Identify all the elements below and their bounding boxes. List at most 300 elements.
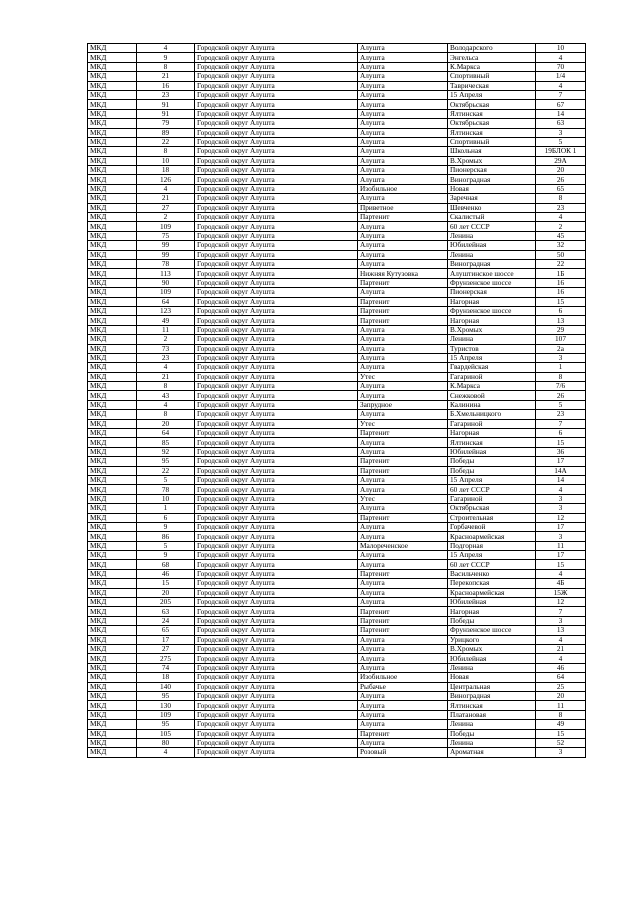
building-type-cell: МКД: [88, 748, 137, 757]
locality-cell: Алушта: [358, 485, 448, 494]
building-type-cell: МКД: [88, 485, 137, 494]
table-row: [88, 475, 586, 484]
table-row: [88, 213, 586, 222]
locality-cell: Партенит: [358, 569, 448, 578]
house-number-cell: 23: [536, 410, 586, 419]
table-row: [88, 288, 586, 297]
table-row: [88, 372, 586, 381]
number-cell: 2: [137, 213, 195, 222]
house-number-cell: 1Б: [536, 269, 586, 278]
building-type-cell: МКД: [88, 616, 137, 625]
house-number-cell: 15: [536, 438, 586, 447]
district-cell: Городской округ Алушта: [195, 222, 358, 231]
district-cell: Городской округ Алушта: [195, 288, 358, 297]
district-cell: Городской округ Алушта: [195, 645, 358, 654]
house-number-cell: 70: [536, 62, 586, 71]
table-row: [88, 635, 586, 644]
table-row: [88, 62, 586, 71]
street-cell: Центральная: [448, 682, 536, 691]
locality-cell: Алушта: [358, 259, 448, 268]
street-cell: Фрунзенское шоссе: [448, 278, 536, 287]
house-number-cell: 3: [536, 616, 586, 625]
building-type-cell: МКД: [88, 607, 137, 616]
district-cell: Городской округ Алушта: [195, 269, 358, 278]
street-cell: Таврическая: [448, 81, 536, 90]
building-type-cell: МКД: [88, 203, 137, 212]
number-cell: 4: [137, 748, 195, 757]
number-cell: 126: [137, 175, 195, 184]
locality-cell: Алушта: [358, 720, 448, 729]
locality-cell: Алушта: [358, 81, 448, 90]
number-cell: 49: [137, 316, 195, 325]
table-row: [88, 485, 586, 494]
house-number-cell: 15: [536, 297, 586, 306]
table-row: [88, 682, 586, 691]
locality-cell: Алушта: [358, 410, 448, 419]
locality-cell: Алушта: [358, 241, 448, 250]
locality-cell: Алушта: [358, 100, 448, 109]
street-cell: Ялтинская: [448, 128, 536, 137]
table-row: [88, 194, 586, 203]
number-cell: 86: [137, 532, 195, 541]
number-cell: 2: [137, 335, 195, 344]
building-type-cell: МКД: [88, 297, 137, 306]
street-cell: Гагариной: [448, 419, 536, 428]
number-cell: 22: [137, 466, 195, 475]
building-type-cell: МКД: [88, 222, 137, 231]
district-cell: Городской округ Алушта: [195, 241, 358, 250]
table-row: [88, 494, 586, 503]
district-cell: Городской округ Алушта: [195, 738, 358, 747]
district-cell: Городской округ Алушта: [195, 616, 358, 625]
building-type-cell: МКД: [88, 522, 137, 531]
district-cell: Городской округ Алушта: [195, 626, 358, 635]
locality-cell: Партенит: [358, 729, 448, 738]
district-cell: Городской округ Алушта: [195, 231, 358, 240]
house-number-cell: 14: [536, 109, 586, 118]
building-type-cell: МКД: [88, 729, 137, 738]
house-number-cell: 1: [536, 363, 586, 372]
building-type-cell: МКД: [88, 269, 137, 278]
locality-cell: Партенит: [358, 626, 448, 635]
building-type-cell: МКД: [88, 598, 137, 607]
number-cell: 73: [137, 344, 195, 353]
house-number-cell: 6: [536, 429, 586, 438]
locality-cell: Нижняя Кутузовка: [358, 269, 448, 278]
building-type-cell: МКД: [88, 447, 137, 456]
district-cell: Городской округ Алушта: [195, 53, 358, 62]
house-number-cell: 25: [536, 682, 586, 691]
district-cell: Городской округ Алушта: [195, 457, 358, 466]
house-number-cell: 4Б: [536, 579, 586, 588]
house-number-cell: 11: [536, 701, 586, 710]
house-number-cell: 23: [536, 203, 586, 212]
building-type-cell: МКД: [88, 147, 137, 156]
building-type-cell: МКД: [88, 184, 137, 193]
locality-cell: Алушта: [358, 588, 448, 597]
locality-cell: Алушта: [358, 222, 448, 231]
locality-cell: Алушта: [358, 447, 448, 456]
district-cell: Городской округ Алушта: [195, 119, 358, 128]
house-number-cell: 3: [536, 494, 586, 503]
district-cell: Городской округ Алушта: [195, 184, 358, 193]
number-cell: 8: [137, 147, 195, 156]
locality-cell: Алушта: [358, 344, 448, 353]
table-row: [88, 297, 586, 306]
table-row: [88, 738, 586, 747]
house-number-cell: 7: [536, 419, 586, 428]
locality-cell: Утес: [358, 419, 448, 428]
district-cell: Городской округ Алушта: [195, 44, 358, 53]
district-cell: Городской округ Алушта: [195, 729, 358, 738]
locality-cell: Алушта: [358, 475, 448, 484]
number-cell: 140: [137, 682, 195, 691]
street-cell: Октябрьская: [448, 504, 536, 513]
house-number-cell: 32: [536, 241, 586, 250]
building-type-cell: МКД: [88, 372, 137, 381]
street-cell: Красноармейская: [448, 588, 536, 597]
building-type-cell: МКД: [88, 325, 137, 334]
district-cell: Городской округ Алушта: [195, 306, 358, 315]
locality-cell: Алушта: [358, 701, 448, 710]
locality-cell: Утес: [358, 372, 448, 381]
district-cell: Городской округ Алушта: [195, 466, 358, 475]
number-cell: 275: [137, 654, 195, 663]
building-type-cell: МКД: [88, 353, 137, 362]
number-cell: 21: [137, 194, 195, 203]
locality-cell: Алушта: [358, 645, 448, 654]
building-type-cell: МКД: [88, 673, 137, 682]
table-row: [88, 391, 586, 400]
table-row: [88, 306, 586, 315]
locality-cell: Партенит: [358, 213, 448, 222]
locality-cell: Алушта: [358, 635, 448, 644]
house-number-cell: 5: [536, 137, 586, 146]
district-cell: Городской округ Алушта: [195, 560, 358, 569]
street-cell: Спортивный: [448, 137, 536, 146]
house-number-cell: 13: [536, 626, 586, 635]
house-number-cell: 64: [536, 673, 586, 682]
street-cell: Виноградная: [448, 175, 536, 184]
table-row: [88, 701, 586, 710]
building-type-cell: МКД: [88, 288, 137, 297]
table-body: [88, 44, 586, 758]
street-cell: Васильченко: [448, 569, 536, 578]
house-number-cell: 36: [536, 447, 586, 456]
street-cell: 60 лет СССР: [448, 560, 536, 569]
table-row: [88, 156, 586, 165]
district-cell: Городской округ Алушта: [195, 438, 358, 447]
district-cell: Городской округ Алушта: [195, 588, 358, 597]
number-cell: 23: [137, 353, 195, 362]
district-cell: Городской округ Алушта: [195, 166, 358, 175]
district-cell: Городской округ Алушта: [195, 100, 358, 109]
table-row: [88, 325, 586, 334]
table-row: [88, 109, 586, 118]
building-type-cell: МКД: [88, 44, 137, 53]
house-number-cell: 3: [536, 532, 586, 541]
street-cell: Заречная: [448, 194, 536, 203]
housing-table: [87, 43, 586, 758]
table-row: [88, 382, 586, 391]
number-cell: 22: [137, 137, 195, 146]
table-row: [88, 447, 586, 456]
number-cell: 64: [137, 297, 195, 306]
house-number-cell: 7/6: [536, 382, 586, 391]
locality-cell: Алушта: [358, 382, 448, 391]
house-number-cell: 12: [536, 513, 586, 522]
building-type-cell: МКД: [88, 513, 137, 522]
building-type-cell: МКД: [88, 175, 137, 184]
number-cell: 27: [137, 203, 195, 212]
locality-cell: Алушта: [358, 231, 448, 240]
table-row: [88, 363, 586, 372]
street-cell: Победы: [448, 466, 536, 475]
building-type-cell: МКД: [88, 391, 137, 400]
district-cell: Городской округ Алушта: [195, 372, 358, 381]
building-type-cell: МКД: [88, 53, 137, 62]
street-cell: 15 Апреля: [448, 475, 536, 484]
house-number-cell: 16: [536, 288, 586, 297]
locality-cell: Партенит: [358, 306, 448, 315]
house-number-cell: 29: [536, 325, 586, 334]
street-cell: Ленина: [448, 720, 536, 729]
number-cell: 21: [137, 372, 195, 381]
table-row: [88, 457, 586, 466]
table-row: [88, 250, 586, 259]
number-cell: 79: [137, 119, 195, 128]
house-number-cell: 8: [536, 372, 586, 381]
building-type-cell: МКД: [88, 363, 137, 372]
locality-cell: Алушта: [358, 325, 448, 334]
building-type-cell: МКД: [88, 109, 137, 118]
number-cell: 99: [137, 250, 195, 259]
number-cell: 46: [137, 569, 195, 578]
district-cell: Городской округ Алушта: [195, 213, 358, 222]
building-type-cell: МКД: [88, 494, 137, 503]
table-row: [88, 748, 586, 757]
table-row: [88, 147, 586, 156]
locality-cell: Алушта: [358, 579, 448, 588]
district-cell: Городской округ Алушта: [195, 513, 358, 522]
house-number-cell: 10: [536, 44, 586, 53]
locality-cell: Партенит: [358, 429, 448, 438]
number-cell: 89: [137, 128, 195, 137]
locality-cell: Алушта: [358, 738, 448, 747]
table-row: [88, 532, 586, 541]
district-cell: Городской округ Алушта: [195, 691, 358, 700]
house-number-cell: 14А: [536, 466, 586, 475]
building-type-cell: МКД: [88, 579, 137, 588]
street-cell: 15 Апреля: [448, 551, 536, 560]
table-row: [88, 663, 586, 672]
street-cell: Ленина: [448, 738, 536, 747]
number-cell: 16: [137, 81, 195, 90]
building-type-cell: МКД: [88, 438, 137, 447]
street-cell: Строительная: [448, 513, 536, 522]
locality-cell: Приветное: [358, 203, 448, 212]
street-cell: Победы: [448, 616, 536, 625]
street-cell: Ленина: [448, 663, 536, 672]
district-cell: Городской округ Алушта: [195, 316, 358, 325]
house-number-cell: 4: [536, 81, 586, 90]
house-number-cell: 4: [536, 485, 586, 494]
table-row: [88, 100, 586, 109]
locality-cell: Партенит: [358, 607, 448, 616]
building-type-cell: МКД: [88, 720, 137, 729]
street-cell: Ялтинская: [448, 701, 536, 710]
table-row: [88, 607, 586, 616]
house-number-cell: 4: [536, 53, 586, 62]
street-cell: Новая: [448, 673, 536, 682]
street-cell: Калинина: [448, 400, 536, 409]
number-cell: 20: [137, 419, 195, 428]
number-cell: 65: [137, 626, 195, 635]
number-cell: 63: [137, 607, 195, 616]
district-cell: Городской округ Алушта: [195, 429, 358, 438]
house-number-cell: 29А: [536, 156, 586, 165]
district-cell: Городской округ Алушта: [195, 353, 358, 362]
house-number-cell: 4: [536, 635, 586, 644]
table-row: [88, 579, 586, 588]
table-row: [88, 90, 586, 99]
street-cell: Гагариной: [448, 494, 536, 503]
street-cell: В.Хромых: [448, 156, 536, 165]
locality-cell: Алушта: [358, 147, 448, 156]
building-type-cell: МКД: [88, 569, 137, 578]
number-cell: 80: [137, 738, 195, 747]
street-cell: К.Маркса: [448, 382, 536, 391]
number-cell: 15: [137, 579, 195, 588]
house-number-cell: 20: [536, 166, 586, 175]
street-cell: Фрунзенское шоссе: [448, 626, 536, 635]
table-row: [88, 222, 586, 231]
street-cell: Победы: [448, 729, 536, 738]
table-row: [88, 175, 586, 184]
house-number-cell: 11: [536, 541, 586, 550]
building-type-cell: МКД: [88, 701, 137, 710]
street-cell: Платановая: [448, 710, 536, 719]
street-cell: Ялтинская: [448, 109, 536, 118]
building-type-cell: МКД: [88, 532, 137, 541]
table-row: [88, 729, 586, 738]
district-cell: Городской округ Алушта: [195, 391, 358, 400]
locality-cell: Изобильное: [358, 673, 448, 682]
locality-cell: Алушта: [358, 551, 448, 560]
district-cell: Городской округ Алушта: [195, 278, 358, 287]
street-cell: Снежковой: [448, 391, 536, 400]
locality-cell: Алушта: [358, 504, 448, 513]
district-cell: Городской округ Алушта: [195, 363, 358, 372]
number-cell: 11: [137, 325, 195, 334]
locality-cell: Партенит: [358, 297, 448, 306]
district-cell: Городской округ Алушта: [195, 654, 358, 663]
street-cell: Виноградная: [448, 259, 536, 268]
building-type-cell: МКД: [88, 410, 137, 419]
district-cell: Городской округ Алушта: [195, 344, 358, 353]
street-cell: Октябрьская: [448, 100, 536, 109]
number-cell: 99: [137, 241, 195, 250]
number-cell: 109: [137, 288, 195, 297]
table-row: [88, 335, 586, 344]
building-type-cell: МКД: [88, 100, 137, 109]
building-type-cell: МКД: [88, 457, 137, 466]
house-number-cell: 16: [536, 278, 586, 287]
number-cell: 109: [137, 222, 195, 231]
locality-cell: Алушта: [358, 363, 448, 372]
number-cell: 6: [137, 513, 195, 522]
street-cell: Володарского: [448, 44, 536, 53]
house-number-cell: 26: [536, 391, 586, 400]
number-cell: 10: [137, 156, 195, 165]
table-row: [88, 231, 586, 240]
house-number-cell: 50: [536, 250, 586, 259]
district-cell: Городской округ Алушта: [195, 128, 358, 137]
locality-cell: Запрудное: [358, 400, 448, 409]
house-number-cell: 2: [536, 222, 586, 231]
building-type-cell: МКД: [88, 128, 137, 137]
district-cell: Городской округ Алушта: [195, 297, 358, 306]
house-number-cell: 3: [536, 353, 586, 362]
district-cell: Городской округ Алушта: [195, 720, 358, 729]
locality-cell: Алушта: [358, 335, 448, 344]
house-number-cell: 7: [536, 607, 586, 616]
street-cell: Октябрьская: [448, 119, 536, 128]
street-cell: В.Хромых: [448, 325, 536, 334]
table-row: [88, 184, 586, 193]
table-row: [88, 513, 586, 522]
street-cell: Алуштинское шоссе: [448, 269, 536, 278]
district-cell: Городской округ Алушта: [195, 137, 358, 146]
house-number-cell: 26: [536, 175, 586, 184]
locality-cell: Алушта: [358, 654, 448, 663]
street-cell: Фрунзенское шоссе: [448, 306, 536, 315]
house-number-cell: 65: [536, 184, 586, 193]
street-cell: 60 лет СССР: [448, 222, 536, 231]
house-number-cell: 49: [536, 720, 586, 729]
building-type-cell: МКД: [88, 119, 137, 128]
locality-cell: Алушта: [358, 353, 448, 362]
district-cell: Городской округ Алушта: [195, 81, 358, 90]
house-number-cell: 46: [536, 663, 586, 672]
street-cell: Виноградная: [448, 691, 536, 700]
district-cell: Городской округ Алушта: [195, 194, 358, 203]
number-cell: 64: [137, 429, 195, 438]
locality-cell: Изобильное: [358, 184, 448, 193]
district-cell: Городской округ Алушта: [195, 147, 358, 156]
table-row: [88, 137, 586, 146]
number-cell: 18: [137, 673, 195, 682]
district-cell: Городской округ Алушта: [195, 504, 358, 513]
locality-cell: Алушта: [358, 438, 448, 447]
street-cell: Пионерская: [448, 288, 536, 297]
building-type-cell: МКД: [88, 626, 137, 635]
table-row: [88, 616, 586, 625]
locality-cell: Алушта: [358, 710, 448, 719]
street-cell: Перекопская: [448, 579, 536, 588]
building-type-cell: МКД: [88, 81, 137, 90]
table-row: [88, 429, 586, 438]
number-cell: 105: [137, 729, 195, 738]
building-type-cell: МКД: [88, 382, 137, 391]
number-cell: 4: [137, 363, 195, 372]
locality-cell: Алушта: [358, 663, 448, 672]
table-row: [88, 269, 586, 278]
building-type-cell: МКД: [88, 166, 137, 175]
house-number-cell: 1/4: [536, 72, 586, 81]
locality-cell: Партенит: [358, 616, 448, 625]
table-row: [88, 81, 586, 90]
